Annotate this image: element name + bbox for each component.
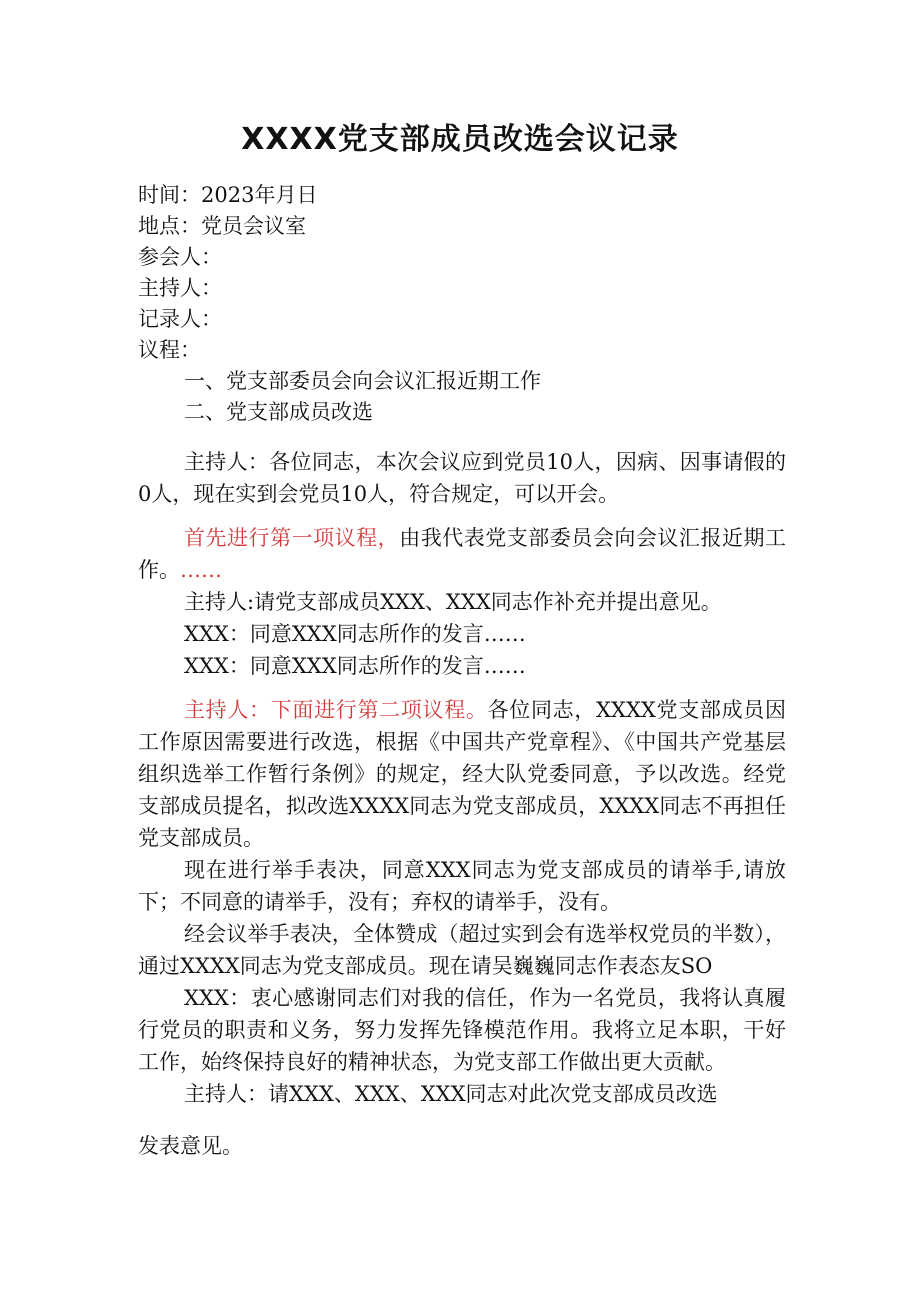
paragraph-response-1: XXX：同意XXX同志所作的发言…… [184, 622, 526, 646]
agenda-label: 议程： [138, 338, 201, 362]
paragraph-vote: 现在进行举手表决，同意XXX同志为党支部成员的请举手,请放下；不同意的请举手，没有；弃权的请举手，没有。 [138, 858, 786, 914]
paragraph-host-request: 主持人:请党支部成员XXX、XXX同志作补充并提出意见。 [184, 590, 722, 614]
agenda-one-highlight: 首先进行第一项议程， [184, 526, 400, 550]
meeting-host: 主持人： [138, 276, 222, 300]
agenda-two-highlight: 主持人：下面进行第二项议程。 [184, 698, 488, 722]
agenda-two-text: 各位同志，XXXX党支部成员因工作原因需要进行改选，根据《中国共产党章程》、《中国共产党基层组织选举工作暂行条例》的规定，经大队党委同意，予以改选。经党支部成员提名，拟改选XXXX同志为党支部成员，XXXX同志不再担任党支部成员。 [138, 698, 786, 850]
paragraph-agenda-one [138, 522, 786, 586]
paragraph-opening: 主持人：各位同志，本次会议应到党员10人，因病、因事请假的0人，现在实到会党员10人，符合规定，可以开会。 [138, 450, 786, 506]
paragraph-statement: XXX：衷心感谢同志们对我的信任，作为一名党员，我将认真履行党员的职责和义务，努力发挥先锋模范作用。我将立足本职，干好工作，始终保持良好的精神状态，为党支部工作做出更大贡献。 [138, 986, 786, 1074]
paragraph-vote-result: 经会议举手表决，全体赞成（超过实到会有选举权党员的半数），通过XXXX同志为党支部成员。现在请吴巍巍同志作表态友SO [138, 922, 786, 978]
meeting-recorder: 记录人： [138, 307, 222, 331]
document-title: XXXX党支部成员改选会议记录 [241, 122, 679, 157]
meeting-time: 时间：2023年月日 [138, 183, 318, 207]
meeting-place: 地点：党员会议室 [138, 214, 306, 238]
meeting-attendees: 参会人： [138, 245, 222, 269]
paragraph-closing-tail: 发表意见。 [138, 1134, 243, 1158]
meeting-body [138, 446, 786, 1162]
meeting-meta [138, 180, 798, 428]
paragraph-response-2: XXX：同意XXX同志所作的发言…… [184, 654, 526, 678]
paragraph-host-closing: 主持人：请XXX、XXX、XXX同志对此次党支部成员改选 [184, 1082, 718, 1106]
agenda-one-text: 由我代表党支部委员会向会议汇报近期工作。 [138, 526, 787, 582]
agenda-item-2: 二、党支部成员改选 [184, 400, 373, 424]
agenda-item-1: 一、党支部委员会向会议汇报近期工作 [184, 369, 541, 393]
paragraph-agenda-two [138, 694, 786, 854]
agenda-one-ellipsis: …… [180, 558, 222, 582]
